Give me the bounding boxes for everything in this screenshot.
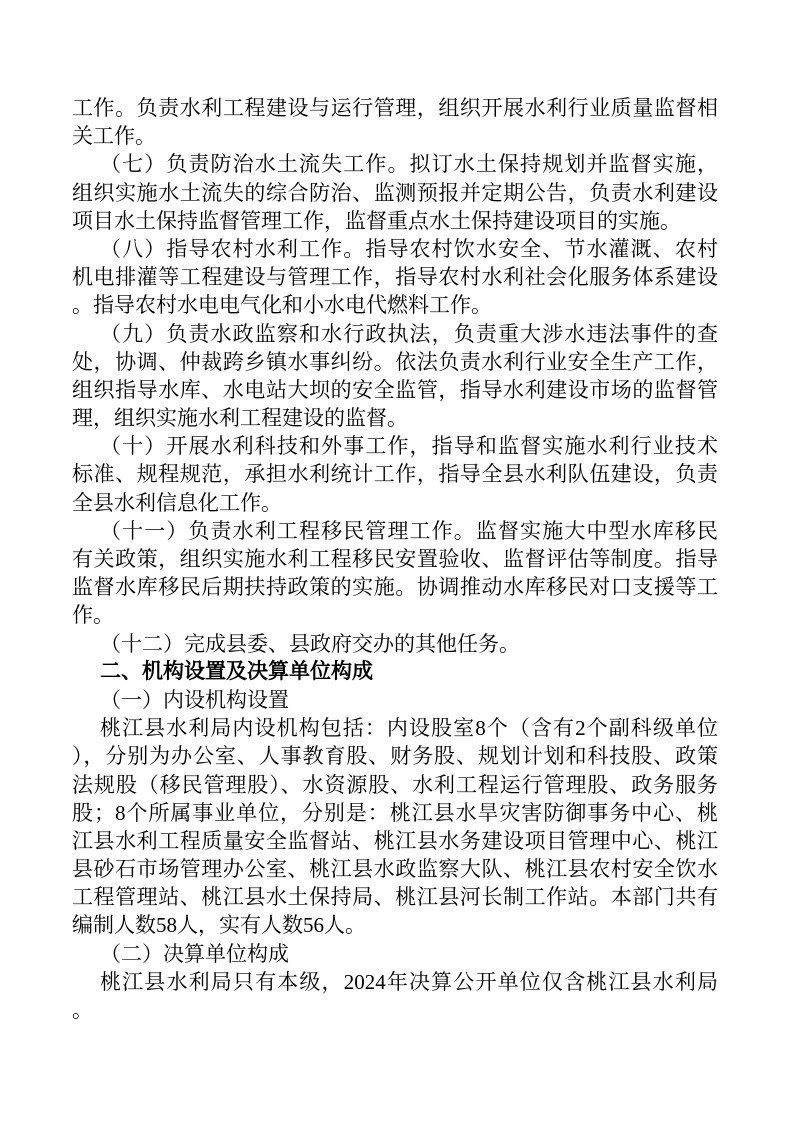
- text-line: 江县水利工程质量安全监督站、桃江县水务建设项目管理中心、桃江: [72, 828, 718, 853]
- text-line: ），分别为办公室、人事教育股、财务股、规划计划和科技股、政策: [72, 744, 718, 769]
- text-line: 桃江县水利局只有本级，2024年决算公开单位仅含桃江县水利局: [100, 969, 718, 994]
- text-line: 标准、规程规范，承担水利统计工作，指导全县水利队伍建设，负责: [72, 462, 718, 487]
- text-line: 县砂石市场管理办公室、桃江县水政监察大队、桃江县农村安全饮水: [72, 857, 718, 882]
- text-line: （一）内设机构设置: [100, 687, 289, 712]
- text-line: （二）决算单位构成: [100, 941, 289, 966]
- text-line: 有关政策，组织实施水利工程移民安置验收、监督评估等制度。指导: [72, 547, 718, 571]
- text-line: 项目水土保持监督管理工作，监督重点水土保持建设项目的实施。: [72, 208, 681, 233]
- text-line: （十二）完成县委、县政府交办的其他任务。: [100, 631, 520, 656]
- text-line: 关工作。: [72, 124, 156, 149]
- text-line: （八）指导农村水利工作。指导农村饮水安全、节水灌溉、农村: [100, 236, 718, 261]
- text-line: 监督水库移民后期扶持政策的实施。协调推动水库移民对口支援等工: [72, 575, 718, 600]
- text-line: （十一）负责水利工程移民管理工作。监督实施大中型水库移民: [100, 518, 718, 543]
- text-line: 。: [72, 998, 93, 1022]
- text-line: 理，组织实施水利工程建设的监督。: [72, 406, 408, 431]
- document-body: [72, 94, 718, 1024]
- text-line: 全县水利信息化工作。: [72, 490, 282, 515]
- text-line: 。指导农村水电电气化和小水电代燃料工作。: [72, 293, 492, 318]
- text-line: 股；8个所属事业单位，分别是：桃江县水旱灾害防御事务中心、桃: [72, 800, 718, 825]
- text-line: 工程管理站、桃江县水土保持局、桃江县河长制工作站。本部门共有: [72, 885, 718, 910]
- text-line: （七）负责防治水土流失工作。拟订水土保持规划并监督实施，: [100, 152, 718, 177]
- text-line: 组织实施水土流失的综合防治、监测预报并定期公告，负责水利建设: [72, 180, 718, 205]
- text-line: （十）开展水利科技和外事工作，指导和监督实施水利行业技术: [100, 434, 718, 459]
- text-line: （九）负责水政监察和水行政执法，负责重大涉水违法事件的查: [100, 321, 718, 346]
- section-heading: 二、机构设置及决算单位构成: [100, 659, 373, 683]
- text-line: 工作。负责水利工程建设与运行管理，组织开展水利行业质量监督相: [72, 96, 718, 120]
- text-line: 编制人数58人，实有人数56人。: [72, 913, 366, 938]
- text-line: 机电排灌等工程建设与管理工作，指导农村水利社会化服务体系建设: [72, 265, 718, 290]
- text-line: 桃江县水利局内设机构包括：内设股室8个（含有2个副科级单位: [100, 716, 718, 741]
- text-line: 组织指导水库、水电站大坝的安全监管，指导水利建设市场的监督管: [72, 377, 718, 402]
- text-line: 法规股（移民管理股）、水资源股、水利工程运行管理股、政务服务: [72, 772, 718, 797]
- text-line: 作。: [72, 603, 114, 628]
- text-line: 处，协调、仲裁跨乡镇水事纠纷。依法负责水利行业安全生产工作，: [72, 349, 718, 374]
